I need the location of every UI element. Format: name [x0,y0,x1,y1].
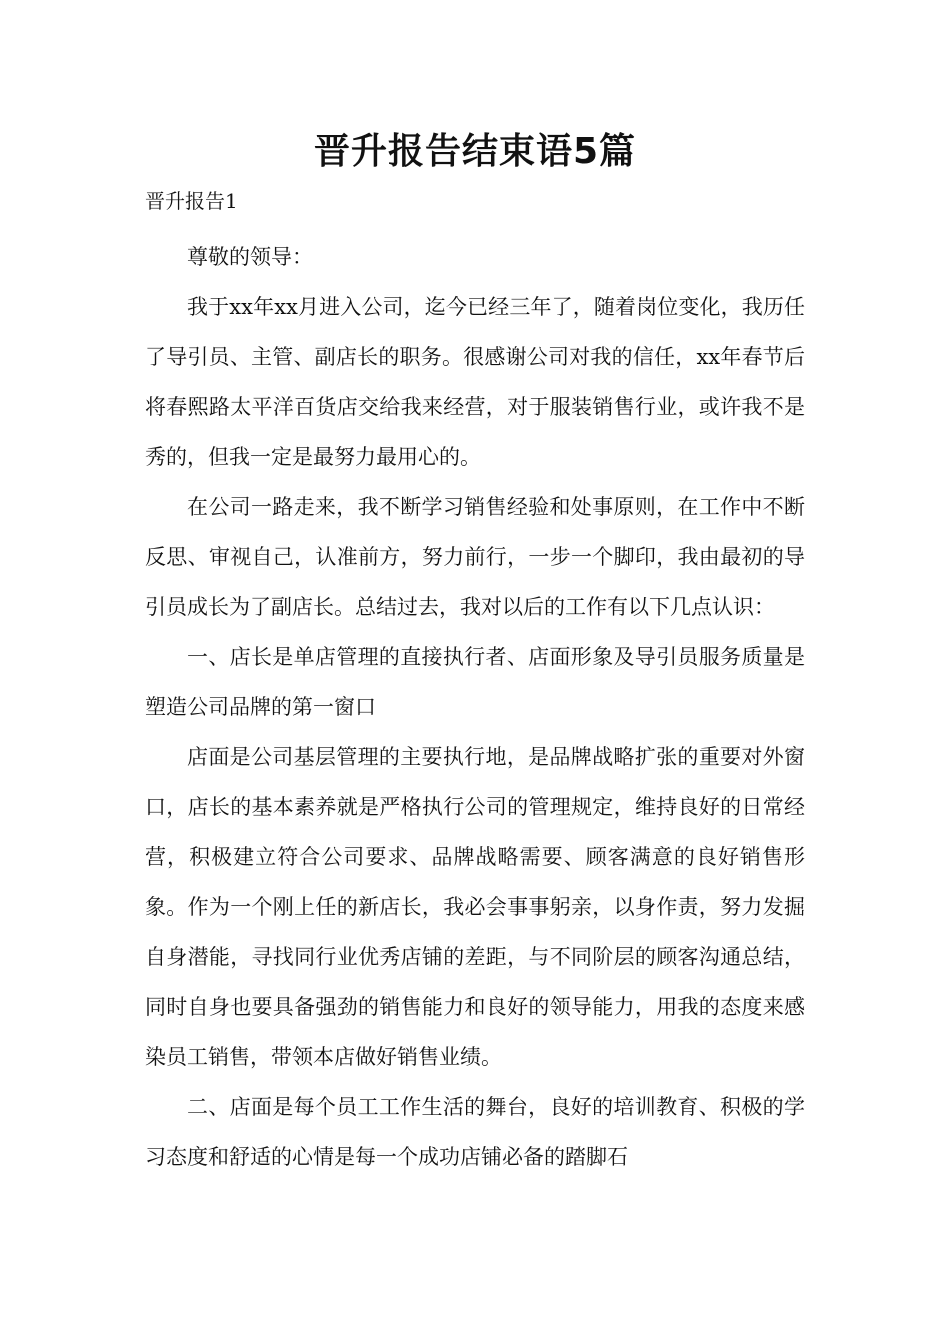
paragraph-salutation: 尊敬的领导： [187,245,313,269]
document-title: 晋升报告结束语5篇 [313,131,637,172]
paragraph-5: 二、店面是每个员工工作生活的舞台，良好的培训教育、积极的学习态度和舒适的心情是每一个成功店铺必备的踏脚石 [145,1095,805,1169]
paragraph-3: 一、店长是单店管理的直接执行者、店面形象及导引员服务质量是塑造公司品牌的第一窗口 [145,645,805,719]
document-body [145,232,805,1182]
paragraph-2: 在公司一路走来，我不断学习销售经验和处事原则，在工作中不断反思、审视自己，认准前方，努力前行，一步一个脚印，我由最初的导引员成长为了副店长。总结过去，我对以后的工作有以下几点认识： [145,495,805,619]
paragraph-1: 我于xx年xx月进入公司，迄今已经三年了，随着岗位变化，我历任了导引员、主管、副店长的职务。很感谢公司对我的信任，xx年春节后将春熙路太平洋百货店交给我来经营，对于服装销售行业，或许我不是秀的，但我一定是最努力最用心的。 [145,295,805,469]
section-heading: 晋升报告1 [145,189,238,213]
paragraph-4: 店面是公司基层管理的主要执行地，是品牌战略扩张的重要对外窗口，店长的基本素养就是严格执行公司的管理规定，维持良好的日常经营，积极建立符合公司要求、品牌战略需要、顾客满意的良好销售形象。作为一个刚上任的新店长，我必会事事躬亲，以身作责，努力发掘自身潜能，寻找同行业优秀店铺的差距，与不同阶层的顾客沟通总结，同时自身也要具备强劲的销售能力和良好的领导能力，用我的态度来感染员工销售，带领本店做好销售业绩。 [145,745,805,1069]
